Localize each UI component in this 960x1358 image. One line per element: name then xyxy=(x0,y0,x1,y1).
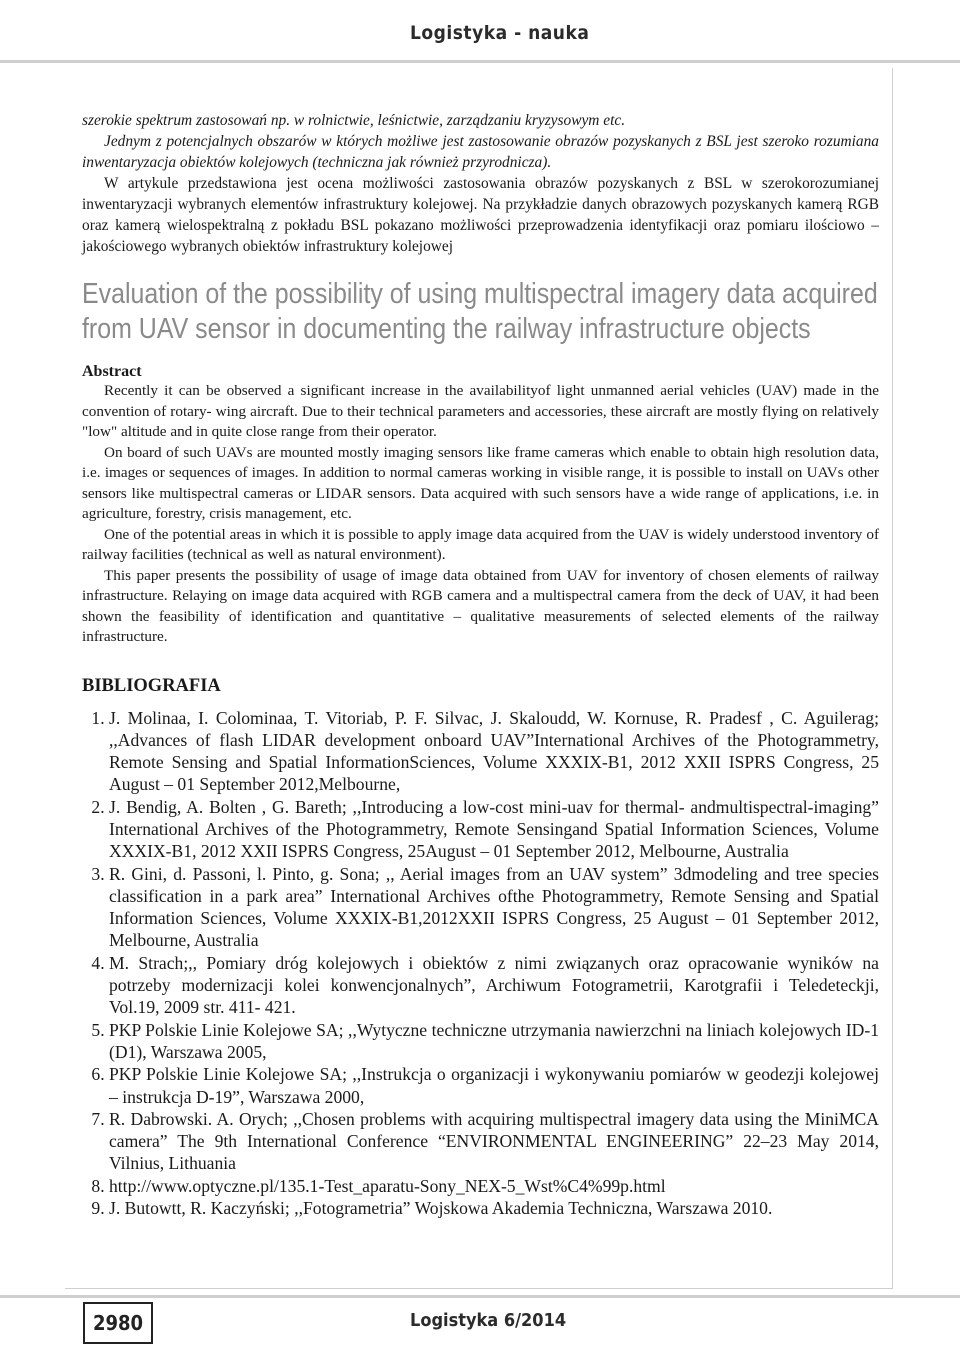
bibliography-list xyxy=(82,707,879,1220)
polish-abstract-para2: Jednym z potencjalnych obszarów w których możliwe jest zastosowanie obrazów pozyskanych z BSL jest szeroko rozumiana inwentaryzacja obiektów kolejowych (techniczna jak również przyrodnicza). xyxy=(82,133,879,171)
page-number: 2980 xyxy=(83,1302,153,1344)
abstract-paragraph: This paper presents the possibility of usage of image data obtained from UAV for inventory of chosen elements of railway infrastructure. Relaying on image data acquired with RGB camera and a multispectral camera from the deck of UAV, it had been shown the feasibility of identification and quantitative – qualitative measurements of selected elements of the railway infrastructure. xyxy=(82,566,879,645)
bibliography-item: 6. PKP Polskie Linie Kolejowe SA; ,,Instrukcja o organizacji i wykonywaniu pomiarów w geodezji kolejowej – instrukcja D-19”, Warszawa 2000, xyxy=(109,1063,879,1108)
main-content xyxy=(82,110,879,1219)
bibliography-item: 2. J. Bendig, A. Bolten , G. Bareth; ,,Introducing a low-cost mini-uav for thermal- andmultispectral-imaging” International Archives of the Photogrammetry, Remote Sensingand Spatial Information Sciences, Volume XXXIX-B1, 2012 XXII ISPRS Congress, 25August – 01 September 2012, Melbourne, Australia xyxy=(109,796,879,863)
polish-abstract-line1: szerokie spektrum zastosowań np. w rolnictwie, leśnictwie, zarządzaniu kryzysowym etc. xyxy=(82,112,626,129)
bibliography-item: 7. R. Dabrowski. A. Orych; ,,Chosen problems with acquiring multispectral imagery data using the MiniMCA camera” The 9th International Conference “ENVIRONMENTAL ENGINEERING” 22–23 May 2014, Vilnius, Lithuania xyxy=(109,1108,879,1175)
abstract-paragraph: Recently it can be observed a significant increase in the availabilityof light unmanned aerial vehicles (UAV) made in the convention of rotary- wing aircraft. Due to their technical parameters and accessories, these aircraft are mostly flying on relatively "low" altitude and in quite close range from their operator. xyxy=(82,382,879,440)
english-title: Evaluation of the possibility of using multispectral imagery data acquired from UAV sensor in documenting the railway infrastructure objects xyxy=(82,278,878,345)
polish-abstract-para3: W artykule przedstawiona jest ocena możliwości zastosowania obrazów pozyskanych z BSL w szerokorozumianej inwentaryzacji wybranych elementów infrastruktury kolejowej. Na przykładzie danych obrazowych pozyskanych kamerą RGB oraz kamerą wielospektralną z pokładu BSL pokazano możliwości przeprowadzenia identyfikacji oraz pomiaru ilościowo – jakościowego wybranych obiektów infrastruktury kolejowej xyxy=(82,175,879,255)
bibliography-item[interactable]: 8. http://www.optyczne.pl/135.1-Test_aparatu-Sony_NEX-5_Wst%C4%99p.html xyxy=(109,1175,879,1197)
abstract-heading: Abstract xyxy=(82,363,142,380)
bibliography-heading: BIBLIOGRAFIA xyxy=(82,675,221,696)
abstract-paragraph: One of the potential areas in which it is possible to apply image data acquired from the UAV is widely understood inventory of railway facilities (technical as well as natural environment). xyxy=(82,525,879,563)
journal-issue: Logistyka 6/2014 xyxy=(410,1310,567,1331)
abstract-paragraph: On board of such UAVs are mounted mostly imaging sensors like frame cameras which enable to obtain high resolution data, i.e. images or sequences of images. In addition to normal cameras working in visible range, it is possible to install on UAVs other sensors like multispectral cameras or LIDAR sensors. Data acquired with such sensors have a wide range of applications, i.e. in agriculture, forestry, crisis management, etc. xyxy=(82,443,879,522)
running-header: Logistyka - nauka xyxy=(410,22,590,44)
bibliography-item: 5. PKP Polskie Linie Kolejowe SA; ,,Wytyczne techniczne utrzymania nawierzchni na liniach kolejowych ID-1 (D1), Warszawa 2005, xyxy=(109,1019,879,1064)
header-rule xyxy=(0,60,960,63)
bibliography-item: 3. R. Gini, d. Passoni, l. Pinto, g. Sona; ,, Aerial images from an UAV system” 3dmodeling and tree species classification in a park area” International Archives ofthe Photogrammetry, Remote Sensing and Spatial Information Sciences, Volume XXXIX-B1,2012XXII ISPRS Congress, 25 August – 01 September 2012, Melbourne, Australia xyxy=(109,863,879,952)
bibliography-item: 9. J. Butowtt, R. Kaczyński; ,,Fotogrametria” Wojskowa Akademia Techniczna, Warszawa 2010. xyxy=(109,1197,879,1219)
bibliography-item: 4. M. Strach;,, Pomiary dróg kolejowych i obiektów z nimi związanych oraz opracowanie wyników na potrzeby modernizacji kolei konwencjonalnych”, Archiwum Fotogrametrii, Karotgrafii i Teledeteckji, Vol.19, 2009 str. 411- 421. xyxy=(109,952,879,1019)
abstract-body xyxy=(82,381,879,648)
bibliography-item: 1. J. Molinaa, I. Colominaa, T. Vitoriab, P. F. Silvac, J. Skaloudd, W. Kornuse, R. Pradesf , C. Aguilerag; ,,Advances of flash LIDAR development onboard UAV”International Archives of the Photogrammetry, Remote Sensing and Spatial InformationSciences, Volume XXXIX-B1, 2012 XXII ISPRS Congress, 25 August – 01 September 2012,Melbourne, xyxy=(109,707,879,796)
footer-rule xyxy=(0,1295,960,1298)
